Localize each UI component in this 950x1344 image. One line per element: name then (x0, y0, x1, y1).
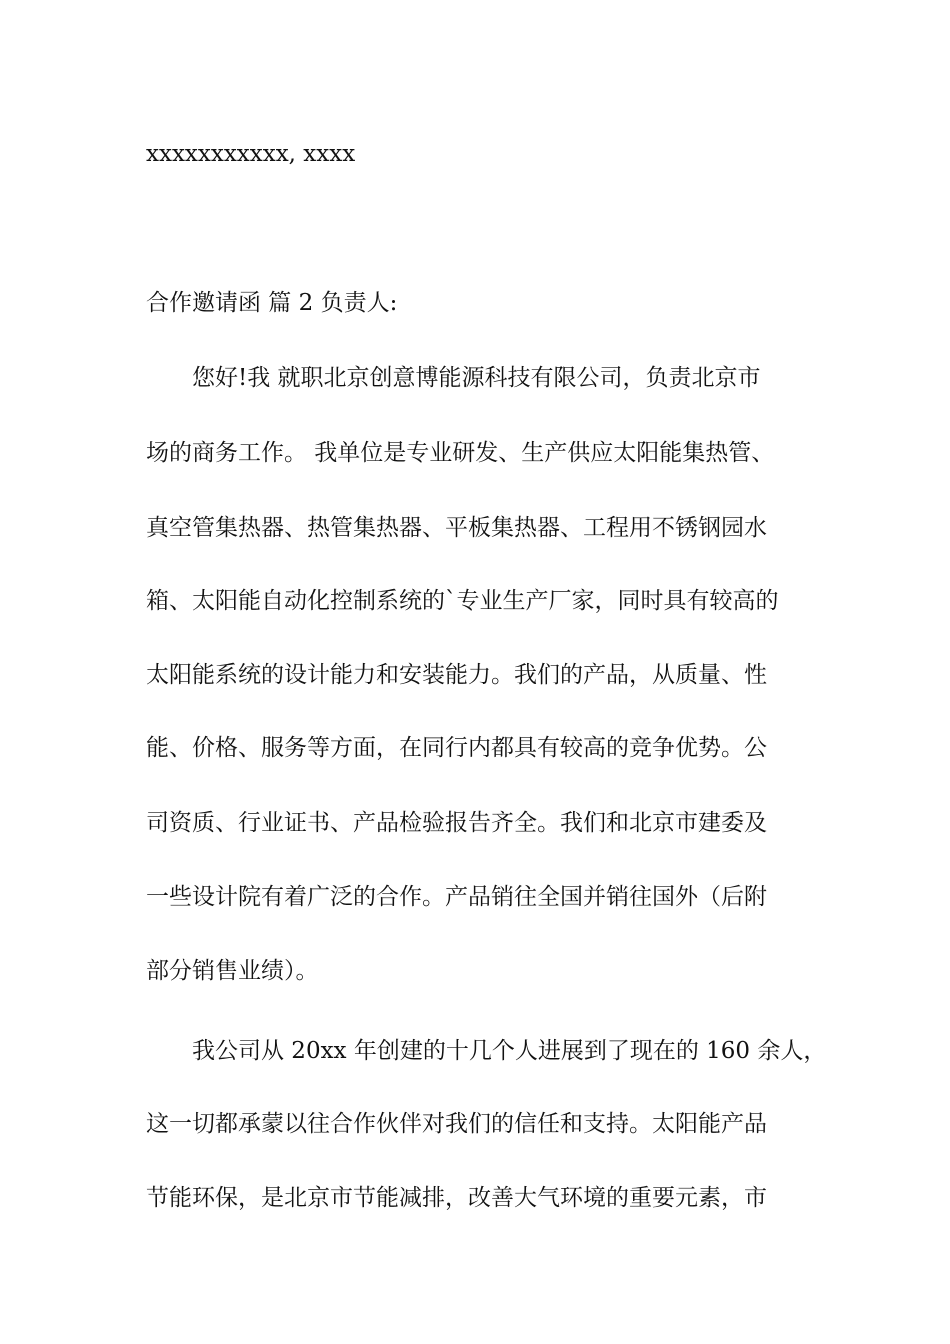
header-line: xxxxxxxxxxx, xxxx (146, 141, 356, 167)
paragraph-line: 部分销售业绩）。 (146, 958, 319, 984)
paragraph-line: 一些设计院有着广泛的合作。产品销往全国并销往国外（后附 (146, 884, 767, 910)
paragraph-line: 这一切都承蒙以往合作伙伴对我们的信任和支持。太阳能产品 (146, 1111, 767, 1137)
heading-line: 合作邀请函 篇 2 负责人: (146, 290, 398, 316)
paragraph-line: 场的商务工作。 我单位是专业研发、生产供应太阳能集热管、 (146, 440, 775, 466)
paragraph-line: 箱、太阳能自动化控制系统的`专业生产厂家，同时具有较高的 (146, 588, 779, 614)
paragraph-line: 节能环保，是北京市节能减排，改善大气环境的重要元素，市 (146, 1185, 767, 1211)
paragraph-line: 您好!我 就职北京创意博能源科技有限公司，负责北京市 (192, 365, 761, 391)
paragraph-line: 能、价格、服务等方面，在同行内都具有较高的竞争优势。公 (146, 735, 767, 761)
paragraph-line: 司资质、行业证书、产品检验报告齐全。我们和北京市建委及 (146, 810, 767, 836)
paragraph-line: 真空管集热器、热管集热器、平板集热器、工程用不锈钢园水 (146, 515, 767, 541)
paragraph-line: 太阳能系统的设计能力和安装能力。我们的产品，从质量、性 (146, 662, 767, 688)
paragraph-line: 我公司从 20xx 年创建的十几个人进展到了现在的 160 余人， (192, 1038, 827, 1064)
